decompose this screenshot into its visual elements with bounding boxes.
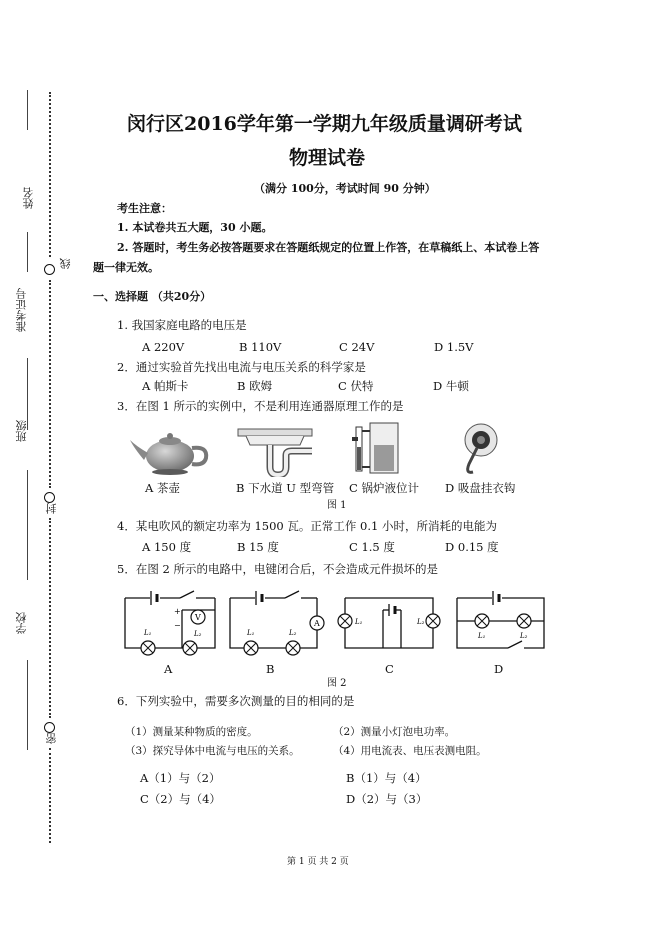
circuit-label: D [494, 662, 504, 676]
margin-rule [27, 90, 28, 130]
circuit-b-diagram [227, 588, 327, 664]
figure-caption: 图 2 [327, 678, 347, 689]
margin-rule [27, 232, 28, 272]
margin-label-class: 班级 [15, 420, 28, 442]
margin-label-exam-id: 准考证号 [15, 288, 28, 332]
teapot-icon [128, 420, 210, 476]
option: B（1）与（4） [346, 771, 427, 785]
lamp-label: L₂ [194, 630, 202, 638]
svg-text:−: − [174, 621, 181, 630]
question-stem: 1. 我国家庭电路的电压是 [117, 318, 247, 332]
lamp-label: L₂ [417, 618, 425, 626]
circuit-d-diagram [452, 588, 552, 664]
lamp-label: L₁ [355, 618, 363, 626]
experiment-item: （4）用电流表、电压表测电阻。 [333, 745, 487, 757]
experiment-item: （3）探究导体中电流与电压的关系。 [125, 745, 300, 757]
seal-line-dotted [49, 518, 51, 718]
seal-line-dotted [49, 280, 51, 488]
option: A 150 度 [142, 540, 192, 554]
exam-meta: （满分 100分，考试时间 90 分钟） [254, 182, 436, 195]
margin-label-name: 姓名 [22, 187, 35, 209]
suction-hook-icon [455, 420, 499, 478]
option: D 0.15 度 [445, 540, 499, 554]
circuit-label: B [266, 662, 275, 676]
question-stem: 3．在图 1 所示的实例中，不是利用连通器原理工作的是 [117, 399, 404, 413]
question-stem: 6．下列实验中，需要多次测量的目的相同的是 [117, 694, 355, 708]
option: C（2）与（4） [140, 792, 221, 806]
lamp-label: L₂ [520, 632, 528, 640]
question-stem: 2．通过实验首先找出电流与电压关系的科学家是 [117, 360, 366, 374]
option: A 帕斯卡 [142, 379, 189, 393]
notice-item-1: 1. 本试卷共五大题，30 小题。 [117, 221, 273, 234]
subject-title: 物理试卷 [289, 147, 366, 169]
experiment-item: （1）测量某种物质的密度。 [125, 726, 258, 738]
option: D（2）与（3） [346, 792, 428, 806]
seal-line-dotted [49, 748, 51, 843]
experiment-item: （2）测量小灯泡电功率。 [333, 726, 456, 738]
option: B 15 度 [237, 540, 279, 554]
option: B 下水道 U 型弯管 [236, 481, 335, 495]
page-footer: 第 1 页 共 2 页 [287, 857, 349, 867]
lamp-label: L₂ [289, 629, 297, 637]
seal-circle [44, 264, 55, 275]
option: C 1.5 度 [349, 540, 395, 554]
seal-line-dotted [49, 92, 51, 257]
boiler-gauge-icon [350, 421, 402, 477]
seal-circle [44, 722, 55, 733]
circuit-label: C [385, 662, 394, 676]
lamp-label: L₁ [144, 629, 152, 637]
option: D 吸盘挂衣钩 [445, 481, 516, 495]
circuit-c-diagram [335, 588, 445, 664]
u-drain-icon [236, 423, 316, 477]
ammeter-label: A [314, 619, 320, 628]
margin-rule [27, 470, 28, 580]
seal-mark-seal: 封 [45, 503, 58, 514]
option: D 1.5V [434, 340, 474, 354]
option: A 220V [142, 340, 185, 354]
question-stem: 5．在图 2 所示的电路中，电键闭合后，不会造成元件损坏的是 [117, 562, 438, 576]
lamp-label: L₁ [247, 629, 255, 637]
option: D 牛顿 [433, 379, 469, 393]
notice-heading: 考生注意： [117, 202, 172, 215]
exam-title: 闵行区2016学年第一学期九年级质量调研考试 [127, 113, 522, 135]
margin-label-school: 学校 [15, 612, 28, 634]
option: A 茶壶 [145, 481, 180, 495]
seal-circle [44, 492, 55, 503]
option: B 欧姆 [237, 379, 273, 393]
circuit-a-diagram [120, 588, 220, 664]
voltmeter-label: V [195, 613, 201, 622]
option: B 110V [239, 340, 282, 354]
notice-item-2: 2. 答题时，考生务必按答题要求在答题纸规定的位置上作答，在草稿纸上、本试卷上答 [117, 241, 540, 254]
notice-item-2-cont: 题一律无效。 [93, 261, 159, 274]
section-title: 一、选择题 （共20分） [93, 290, 212, 303]
question-stem: 4．某电吹风的额定功率为 1500 瓦。正常工作 0.1 小时，所消耗的电能为 [117, 519, 497, 533]
option: C 伏特 [338, 379, 374, 393]
option: C 24V [339, 340, 375, 354]
margin-rule [27, 660, 28, 750]
option: A（1）与（2） [140, 771, 221, 785]
figure-caption: 图 1 [327, 500, 347, 511]
lamp-label: L₁ [478, 632, 486, 640]
seal-mark-line: 线 [59, 258, 72, 269]
seal-mark-mi: 密 [45, 733, 58, 744]
option: C 锅炉液位计 [349, 481, 419, 495]
circuit-label: A [164, 662, 173, 676]
svg-text:+: + [174, 607, 181, 616]
